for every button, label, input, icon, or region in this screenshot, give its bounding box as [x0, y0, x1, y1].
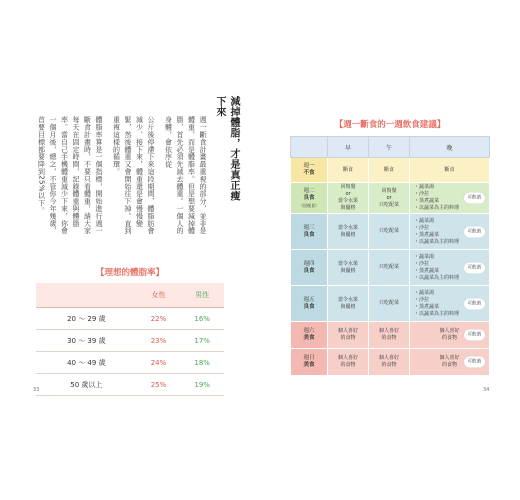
- list-item: ・ 蔬菜湯: [414, 218, 488, 225]
- table-row: [36, 308, 224, 330]
- header-male: 男性: [180, 283, 224, 308]
- day-label: 不食: [303, 170, 315, 176]
- breakfast-cell: 當令水果 與優格: [328, 286, 369, 322]
- breakfast-cell: 斷食: [328, 158, 369, 183]
- dinner-cell: [410, 286, 490, 322]
- day-label: 週六: [303, 328, 315, 334]
- body-text: [37, 116, 208, 241]
- day-cell: [291, 322, 328, 349]
- lunch-cell: 回復餐 or 只吃配菜: [369, 183, 410, 214]
- list-item: ・ 蔬菜湯: [414, 184, 488, 191]
- day-label: 良食: [303, 194, 315, 201]
- table-row: [291, 214, 490, 250]
- lunch-cell: 只吃配菜: [369, 214, 410, 250]
- list-item: ・ 蒸煮蔬菜: [414, 232, 488, 239]
- female-cell: 24%: [137, 352, 181, 374]
- list-item: ・ 蒸煮蔬菜: [414, 304, 488, 311]
- table-row: [36, 352, 224, 374]
- list-item: ・ 以蔬菜為主的料理: [414, 205, 488, 212]
- list-item: ・ 沙拉: [414, 261, 488, 268]
- list-item: ・ 以蔬菜為主的料理: [414, 239, 488, 246]
- list-item: ・ 蒸煮蔬菜: [414, 268, 488, 275]
- list-item: ・ 沙拉: [414, 225, 488, 232]
- breakfast-cell: 當令水果 與優格: [328, 214, 369, 250]
- male-cell: 16%: [180, 308, 224, 330]
- week-table-title: 【週一斷食的一週飲食建議】: [334, 120, 446, 130]
- dinner-text: 個人喜好: [439, 328, 460, 334]
- table-row: [291, 183, 490, 214]
- page-number-left: 33: [33, 387, 40, 393]
- table-row: [36, 330, 224, 352]
- age-cell: 40 ～ 49 歲: [36, 352, 137, 374]
- day-cell: [291, 250, 328, 286]
- lunch-cell: 個人喜好 的食物: [369, 349, 410, 376]
- day-label: 週一: [303, 163, 315, 169]
- day-label: 週四: [303, 260, 315, 267]
- dinner-text: 個人喜好: [439, 355, 460, 361]
- header-female: 女性: [137, 283, 181, 308]
- day-label: 良食: [303, 267, 315, 274]
- female-cell: 22%: [137, 308, 181, 330]
- dinner-cell: [410, 158, 490, 183]
- table-row: [36, 374, 224, 396]
- chapter-heading: 減掉體脂，才是真正瘦下來: [214, 96, 239, 201]
- female-cell: 23%: [137, 330, 181, 352]
- day-label: 週三: [303, 224, 315, 231]
- table-row: [291, 286, 490, 322]
- day-label: 週日: [303, 355, 315, 361]
- dinner-cell: [410, 349, 490, 376]
- list-item: ・ 蔬菜湯: [414, 290, 488, 297]
- dinner-cell: [410, 250, 490, 286]
- male-cell: 17%: [180, 330, 224, 352]
- list-item: ・ 沙拉: [414, 191, 488, 198]
- dinner-text: 的食物: [441, 362, 457, 368]
- day-label: 週五: [303, 296, 315, 303]
- dinner-cell: [410, 214, 490, 250]
- alcohol-ok-badge: 可飲酒: [464, 226, 486, 237]
- day-cell: [291, 286, 328, 322]
- table-row: [291, 250, 490, 286]
- list-item: ・ 沙拉: [414, 297, 488, 304]
- paragraph: 公斤後停滯下來這段期間，體脂肪會減少，接下來，體重還是會慢慢變緊，然後體重又會開始往下掉。直到重複這樣的循環。: [112, 116, 155, 235]
- paragraph: 週一斷食計畫最重視的部分，並非是體重，而是體脂率。但是想要減掉體脂，首先必須先減去體重。一個人的身體，會依序從: [164, 116, 207, 235]
- alcohol-ok-badge: 可飲酒: [464, 262, 486, 273]
- breakfast-cell: 回復餐 or 當令水果 與優格: [328, 183, 369, 214]
- day-label: 美食: [303, 362, 315, 368]
- female-cell: 25%: [137, 374, 181, 396]
- dinner-cell: [410, 183, 490, 214]
- lunch-cell: 個人喜好 的食物: [369, 322, 410, 349]
- day-cell: [291, 214, 328, 250]
- lunch-cell: 斷食: [369, 158, 410, 183]
- lunch-cell: 只吃配菜: [369, 250, 410, 286]
- day-label: 週二: [303, 187, 315, 194]
- day-label: 良食: [303, 231, 315, 238]
- page-number-right: 34: [483, 387, 490, 393]
- day-cell: [291, 349, 328, 376]
- table-header-row: [36, 283, 224, 308]
- header-day: [291, 137, 328, 158]
- male-cell: 19%: [180, 374, 224, 396]
- header-breakfast: 早: [328, 137, 369, 158]
- day-label: （回復食）: [299, 202, 319, 208]
- table-row: [291, 349, 490, 376]
- dinner-text: 斷食: [444, 166, 455, 173]
- alcohol-ok-badge: 可飲酒: [464, 193, 486, 204]
- list-item: ・ 以蔬菜為主的料理: [414, 275, 488, 282]
- dinner-cell: [410, 322, 490, 349]
- table-row: [291, 322, 490, 349]
- day-cell: [291, 158, 328, 183]
- breakfast-cell: 當令水果 與優格: [328, 250, 369, 286]
- list-item: ・ 蒸煮蔬菜: [414, 198, 488, 205]
- day-label: 良食: [303, 303, 315, 310]
- header-lunch: 午: [369, 137, 410, 158]
- header-blank: [36, 283, 137, 308]
- breakfast-cell: 個人喜好 的食物: [328, 349, 369, 376]
- paragraph: 體脂率算是一個指標，開始進行週一斷食計畫時，不要只看體重，請大家每天在固定時間，記錄體重與體脂率。當自己手機體重減少下來，你會一個月後，總之，不管你今年幾歲，首要目標都要降到25%以下。: [37, 116, 103, 235]
- weekly-meal-table: [290, 136, 490, 376]
- list-item: ・ 蔬菜湯: [414, 254, 488, 261]
- table-header-row: [291, 137, 490, 158]
- alcohol-ok-badge: 可飲酒: [464, 298, 486, 309]
- fat-rate-table: [36, 283, 224, 396]
- lunch-cell: 只吃配菜: [369, 286, 410, 322]
- table-row: [291, 158, 490, 183]
- age-cell: 50 歲以上: [36, 374, 137, 396]
- alcohol-ok-badge: 可飲酒: [464, 330, 486, 341]
- dinner-text: 的食物: [441, 335, 457, 341]
- fat-table-title: 【理想的體脂率】: [95, 268, 164, 278]
- age-cell: 30 ～ 39 歲: [36, 330, 137, 352]
- day-cell: [291, 183, 328, 214]
- day-label: 美食: [303, 335, 315, 341]
- list-item: ・ 以蔬菜為主的料理: [414, 311, 488, 318]
- header-dinner: 晚: [410, 137, 490, 158]
- male-cell: 18%: [180, 352, 224, 374]
- age-cell: 20 ～ 29 歲: [36, 308, 137, 330]
- alcohol-ok-badge: 可飲酒: [464, 357, 486, 368]
- breakfast-cell: 個人喜好 的食物: [328, 322, 369, 349]
